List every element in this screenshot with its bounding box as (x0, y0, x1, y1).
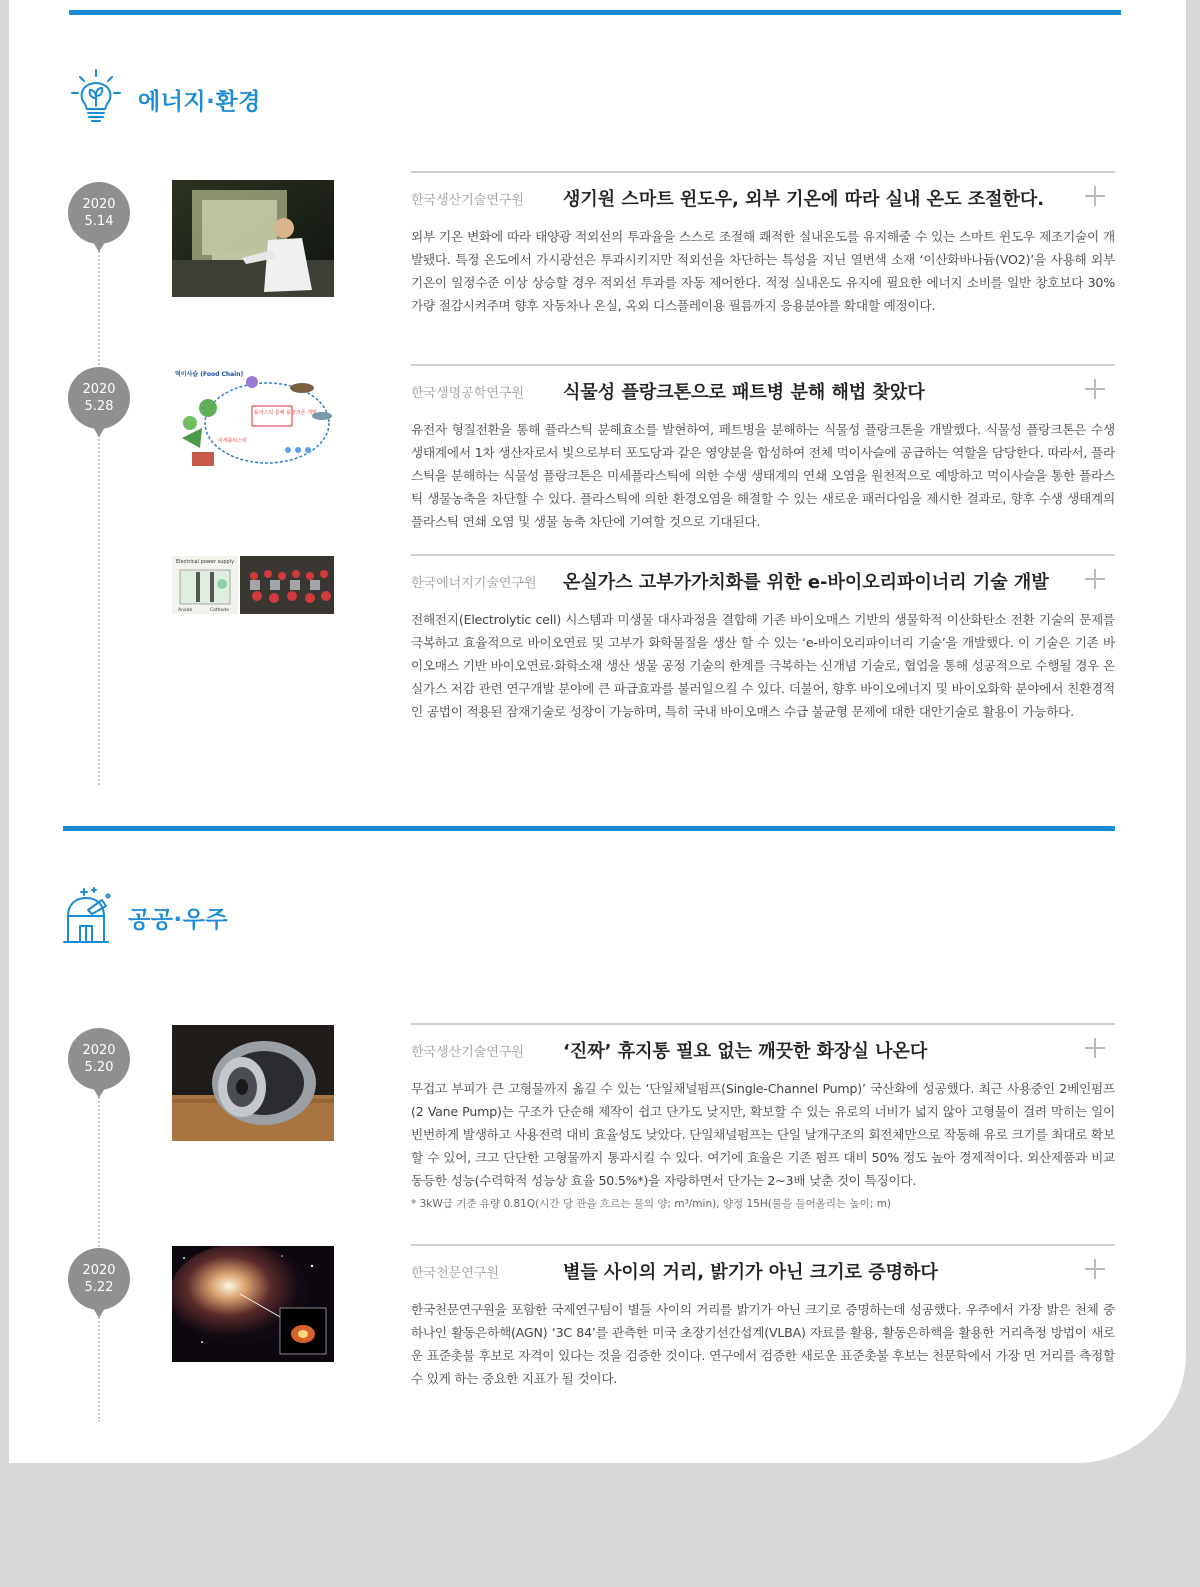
expand-plus-icon[interactable] (1085, 569, 1105, 589)
date-year: 2020 (82, 382, 116, 397)
article-photo-lab-researcher (172, 180, 334, 297)
section-title: 에너지·환경 (138, 88, 261, 115)
article-plankton (411, 364, 1115, 533)
date-year: 2020 (82, 1263, 116, 1278)
article-body: 전해전지(Electrolytic cell) 시스템과 미생물 대사과정을 결합해 기존 바이오매스 기반의 생물학적 이산화탄소 전환 기술의 문제를 극복하고 효율적으로 바이오연료 및 고부가 화학물질을 생산 할 수 있는 ‘e-바이오리파이너리 기술’을 개발했다. 이 기술은 기존 바이오매스 기반 바이오연료·화학소재 생산 생물 공정 기술의 한계를 극복하는 신개념 기술로, 협업을 통해 성공적으로 수행될 경우 온실가스 저감 관련 연구개발 분야에 큰 파급효과를 불러일으킬 수 있다. 더불어, 향후 바이오에너지 및 바이오화학 분야에서 친환경적인 공법이 적용된 잠재기술로 성장이 가능하며, 특히 국내 바이오매스 수급 불균형 문제에 대한 대안기술로 활용이 가능하다. (411, 612, 1115, 719)
figure-label: Electrical power supply (176, 559, 235, 565)
article-header (411, 366, 1115, 416)
article-smart-window (411, 171, 1115, 317)
date-day: 5.28 (84, 399, 114, 414)
date-badge (68, 1248, 130, 1310)
article-title[interactable]: 식물성 플랑크톤으로 패트병 분해 해법 찾았다 (563, 382, 925, 403)
section-divider (63, 826, 1115, 831)
date-day: 5.14 (84, 214, 114, 229)
expand-plus-icon[interactable] (1085, 1038, 1105, 1058)
article-organization: 한국생산기술연구원 (411, 192, 525, 208)
date-day: 5.22 (84, 1280, 114, 1295)
section-heading-public-space (62, 886, 228, 948)
article-photo-single-channel-pump (172, 1025, 334, 1141)
article-footnote: * 3kW급 기준 유량 0.81Q(시간 당 관을 흐르는 물의 양; m³/min), 양정 15H(물을 들어올리는 높이; m) (411, 1198, 892, 1210)
figure-label: Cathode (210, 608, 229, 613)
expand-plus-icon[interactable] (1085, 186, 1105, 206)
figure-label: 미세플라스틱 (218, 438, 247, 444)
article-body: 한국천문연구원을 포함한 국제연구팀이 별들 사이의 거리를 밝기가 아닌 크기로 증명하는데 성공했다. 우주에서 가장 밝은 천체 중 하나인 활동은하핵(AGN) ‘3C 84’를 관측한 미국 초장기선간섭계(VLBA) 자료를 활용, 활동은하핵을 활용한 거리측정 방법이 새로운 표준촛불 후보로 자격이 있다는 것을 검증한 것이다. 연구에서 검증한 새로운 표준촛불 후보는 천문학에서 가장 먼 거리를 측정할 수 있게 하는 중요한 지표가 될 것이다. (411, 1302, 1115, 1386)
article-title[interactable]: 온실가스 고부가가치화를 위한 e-바이오리파이너리 기술 개발 (563, 572, 1049, 593)
article-figure-electrolytic-cell (172, 556, 334, 614)
date-badge (68, 367, 130, 429)
date-badge (68, 1028, 130, 1090)
lightbulb-plant-icon (68, 68, 124, 130)
date-year: 2020 (82, 197, 116, 212)
section-heading-energy (68, 68, 261, 130)
article-e-biorefinery (411, 554, 1115, 723)
article-header (411, 1025, 1115, 1075)
section-divider (69, 10, 1121, 15)
article-organization: 한국천문연구원 (411, 1265, 499, 1281)
date-year: 2020 (82, 1043, 116, 1058)
expand-plus-icon[interactable] (1085, 379, 1105, 399)
article-title[interactable]: 별들 사이의 거리, 밝기가 아닌 크기로 증명하다 (563, 1262, 938, 1283)
expand-plus-icon[interactable] (1085, 1259, 1105, 1279)
article-galaxy-distance (411, 1244, 1115, 1390)
article-organization: 한국생명공학연구원 (411, 385, 525, 401)
section-title: 공공·우주 (128, 906, 229, 933)
article-clean-toilet (411, 1023, 1115, 1211)
article-figure-plankton-food-chain (172, 368, 334, 473)
article-body: 무겁고 부피가 큰 고형물까지 옮길 수 있는 ‘단일채널펌프(Single-Channel Pump)’ 국산화에 성공했다. 최근 사용중인 2베인펌프(2 Vane Pump)는 구조가 단순해 제작이 쉽고 단가도 낮지만, 확보할 수 있는 유로의 너비가 넓지 않아 고형물이 걸려 막히는 일이 빈번하게 발생하고 사용전력 대비 효율성도 낮았다. 단일채널펌프는 단일 날개구조의 회전체만으로 작동해 유로 크기를 최대로 확보할 수 있어, 크고 단단한 고형물까지 통과시킬 수 있다. 여기에 효율은 기존 펌프 대비 50% 정도 높아 경제적이다. 외산제품과 비교 동등한 성능(수력학적 성능상 효율 50.5%*)을 자랑하면서 단가는 2~3배 낮춘 것이 특징이다. (411, 1081, 1115, 1188)
figure-label: 먹이사슬 (Food Chain) (175, 371, 244, 378)
article-header (411, 556, 1115, 606)
figure-label: Anode (178, 608, 193, 613)
article-organization: 한국생산기술연구원 (411, 1044, 525, 1060)
article-photo-galaxy (172, 1246, 334, 1362)
date-badge (68, 182, 130, 244)
article-header (411, 1246, 1115, 1296)
article-title[interactable]: ‘진짜’ 휴지통 필요 없는 깨끗한 화장실 나온다 (563, 1041, 928, 1062)
article-body: 유전자 형질전환을 통해 플라스틱 분해효소를 발현하여, 페트병을 분해하는 식물성 플랑크톤을 개발했다. 식물성 플랑크톤은 수생 생태계에서 1차 생산자로서 빛으로부터 포도당과 같은 영양분을 합성하여 전체 먹이사슬에 공급하는 역할을 담당한다. 따라서, 플라스틱을 분해하는 식물성 플랑크톤은 미세플라스틱에 의한 수생 생태계의 연쇄 오염을 원천적으로 예방하고 먹이사슬을 통한 플라스틱 생물농축을 차단할 수 있다. 플라스틱에 의한 환경오염을 해결할 수 있는 새로운 패러다임을 제시한 결과로, 향후 수생 생태계의 플라스틱 연쇄 오염 및 생물 농축 차단에 기여할 것으로 기대된다. (411, 422, 1115, 529)
article-organization: 한국에너지기술연구원 (411, 575, 537, 591)
figure-label: 플라스틱 분해 플랑크톤 개발 (254, 410, 317, 416)
article-title[interactable]: 생기원 스마트 윈도우, 외부 기온에 따라 실내 온도 조절한다. (563, 189, 1045, 210)
article-header (411, 173, 1115, 223)
observatory-icon (62, 886, 114, 948)
article-body: 외부 기온 변화에 따라 태양광 적외선의 투과율을 스스로 조절해 쾌적한 실내온도를 유지해줄 수 있는 스마트 윈도우 제조기술이 개발됐다. 특정 온도에서 가시광선은 투과시키지만 적외선을 차단하는 특성을 지닌 열변색 소재 ‘이산화바나듐(VO2)’을 사용해 외부 기온이 일정수준 이상 상승할 경우 적외선 투과를 자동 제어한다. 적정 실내온도 유지에 필요한 에너지 소비를 일반 창호보다 30% 가량 절감시켜주며 향후 자동차나 온실, 옥외 디스플레이용 필름까지 응용분야를 확대할 예정이다. (411, 229, 1115, 313)
date-day: 5.20 (84, 1060, 114, 1075)
timeline-line (98, 240, 100, 785)
